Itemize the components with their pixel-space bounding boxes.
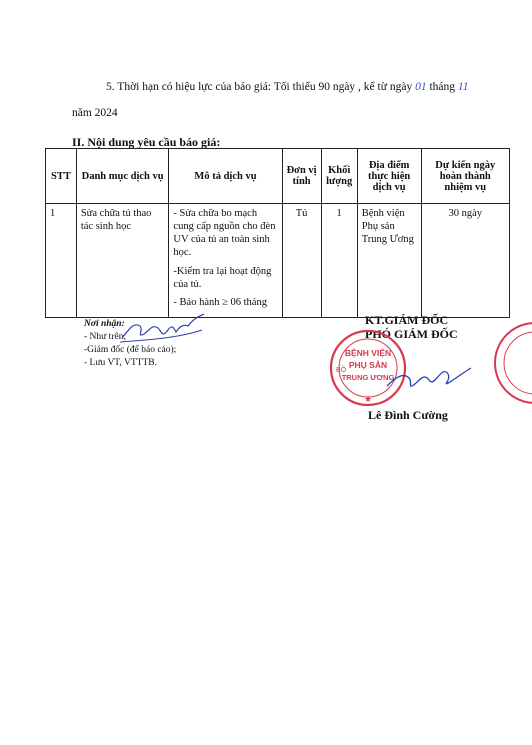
signer-subtitle: PHÓ GIÁM ĐỐC — [365, 327, 458, 341]
handwritten-day: 01 — [415, 81, 427, 93]
recipient-item: - Như trên; — [84, 332, 127, 342]
header-completion: Dự kiến ngày hoàn thành nhiệm vụ — [421, 149, 510, 204]
section-title: II. Nội dung yêu cầu báo giá: — [72, 135, 221, 149]
cell-location: Bệnh viện Phụ sản Trung Ương — [357, 204, 421, 318]
seal-star: ★ — [364, 394, 373, 404]
cell-completion: 30 ngày — [421, 204, 510, 318]
cell-unit: Tủ — [282, 204, 321, 318]
seal-line-1: BỆNH VIỆN — [344, 348, 392, 358]
description-item: - Sửa chữa bo mạch cung cấp nguồn cho đèn UV của tủ an toàn sinh học. — [173, 208, 276, 259]
handwritten-month: 11 — [457, 81, 469, 93]
seal-line-2: PHỤ SẢN — [348, 360, 388, 370]
recipient-item: - Lưu VT, VTTTB. — [84, 358, 157, 368]
validity-clause — [106, 81, 469, 93]
table-header-row — [46, 149, 510, 204]
initials-signature — [118, 308, 208, 348]
validity-month-label: tháng — [426, 81, 458, 93]
header-quantity: Khối lượng — [321, 149, 357, 204]
validity-year: năm 2024 — [72, 107, 118, 119]
description-item: - Bảo hành ≥ 06 tháng — [173, 296, 267, 308]
cell-stt: 1 — [46, 204, 77, 318]
header-stt: STT — [46, 149, 77, 204]
partial-seal — [490, 318, 532, 408]
seal-side-text: BỘ — [336, 367, 347, 374]
director-signature — [385, 358, 475, 398]
recipient-item: -Giám đốc (để báo cáo); — [84, 345, 177, 355]
header-category: Danh mục dịch vụ — [76, 149, 169, 204]
recipients-title: Nơi nhận: — [84, 319, 125, 329]
table-row — [46, 204, 510, 318]
header-location: Địa điểm thực hiện dịch vụ — [357, 149, 421, 204]
cell-description — [169, 204, 282, 318]
description-item: -Kiểm tra lại hoạt động của tủ. — [173, 265, 272, 290]
header-description: Mô tả dịch vụ — [169, 149, 282, 204]
cell-quantity: 1 — [321, 204, 357, 318]
seal-line-3: TRUNG ƯƠNG — [341, 373, 395, 382]
signer-title: KT.GIÁM ĐỐC — [365, 313, 449, 327]
validity-text: 5. Thời hạn có hiệu lực của báo giá: Tối thiểu 90 ngày , kể từ ngày — [106, 81, 416, 93]
cell-category: Sửa chữa tủ thao tác sinh học — [76, 204, 169, 318]
signer-name: Lê Đình Cường — [368, 408, 448, 422]
quote-request-table — [45, 148, 510, 318]
header-unit: Đơn vị tính — [282, 149, 321, 204]
